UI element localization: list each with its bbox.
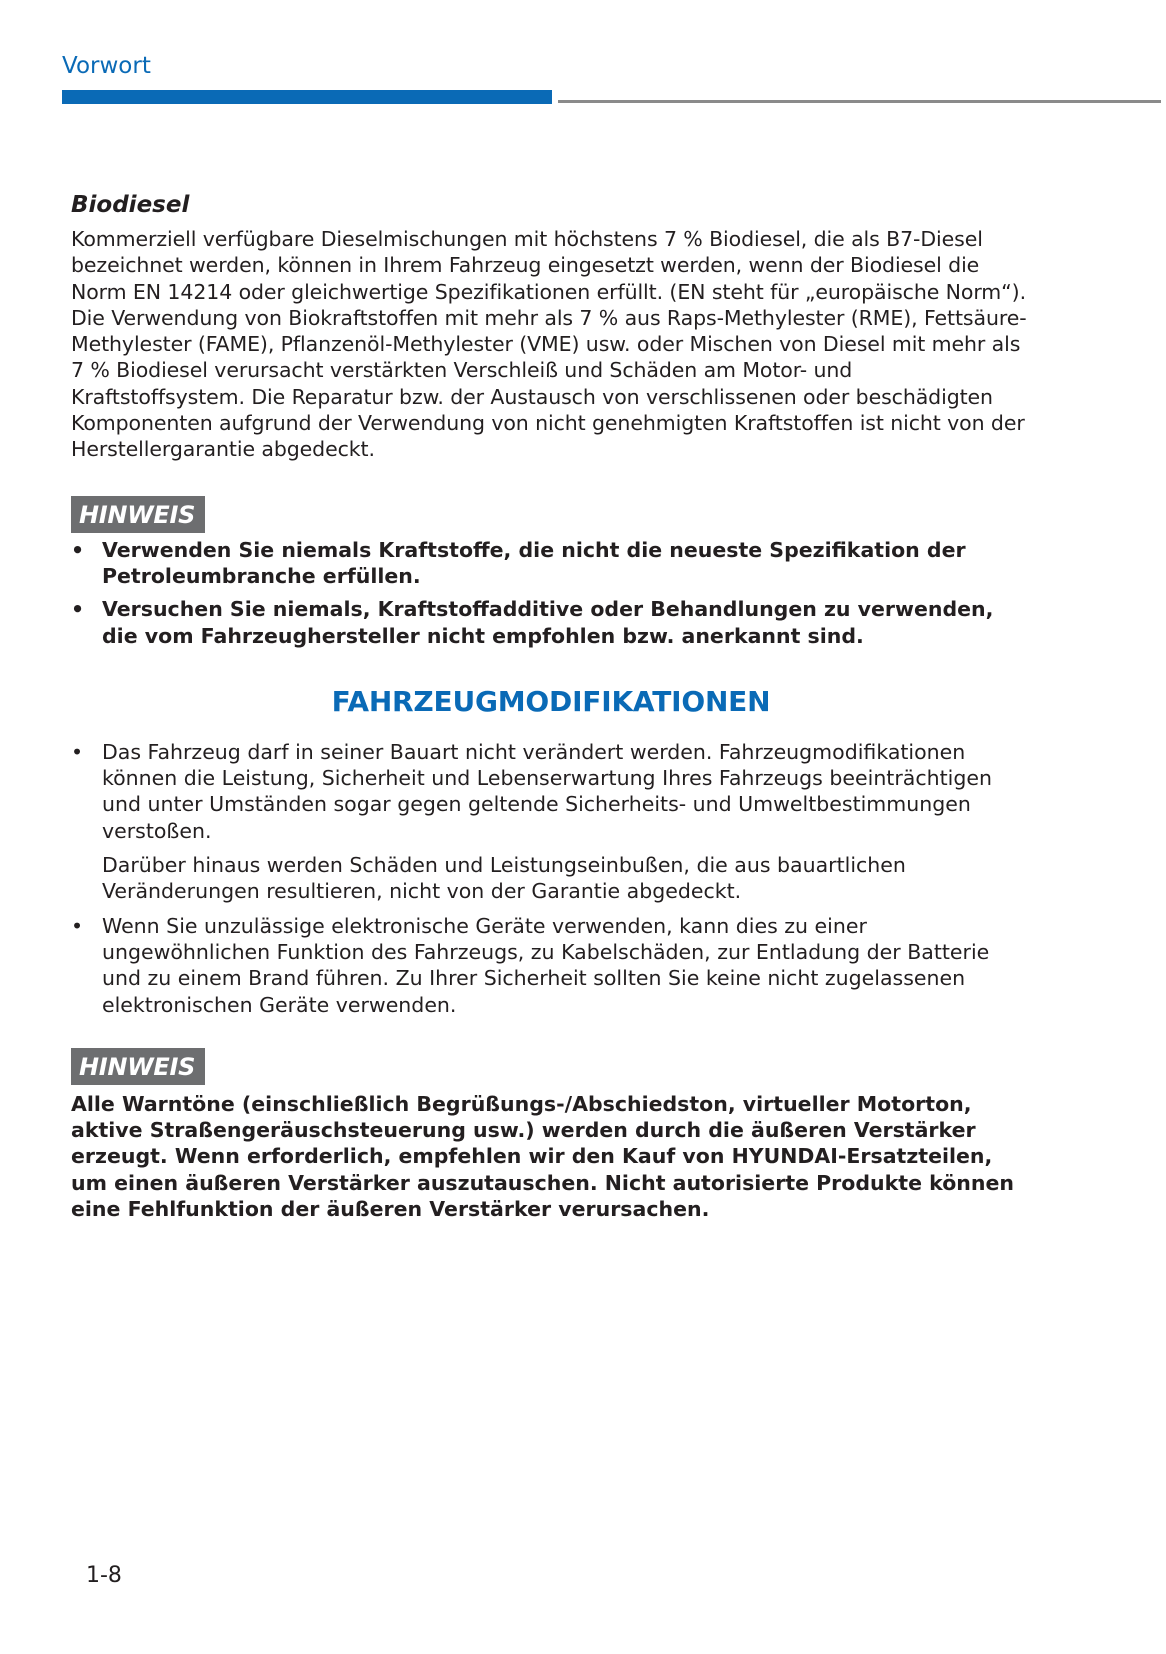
note-text: Alle Warntöne (einschließlich Begrüßungs-/Abschiedston, virtueller Motorton, aktive Straßengeräuschsteuerung usw.) werden durch die äußeren Verstärker erzeugt. Wenn erforderlich, empfehlen wir den Kauf von HYUNDAI-Ersatzteilen, um einen äußeren Verstärker auszutauschen. Nicht autorisierte Produkte können eine Fehlfunktion der äußeren Verstärker verursachen. [71,1091,1014,1222]
page-number: 1-8 [86,1563,122,1588]
biodiesel-heading: Biodiesel [71,192,190,218]
note-badge: HINWEIS [71,496,205,533]
list-item-text: Das Fahrzeug darf in seiner Bauart nicht verändert werden. Fahrzeugmodifikationen können die Leistung, Sicherheit und Lebenserwartung Ihres Fahrzeugs beeinträchtigen und unter Umständen sogar gegen geltende Sicherheits- und Umweltbestimmungen verstoßen. [102,739,992,843]
list-item [71,913,1031,1018]
page-content [71,190,1031,1222]
header-rule [558,100,1161,103]
list-item-extra-text: Darüber hinaus werden Schäden und Leistungseinbußen, die aus bauartlichen Veränderungen resultieren, nicht von der Garantie abgedeckt. [102,853,906,904]
note-list [71,537,1031,649]
note-badge: HINWEIS [71,1048,205,1085]
section-title: Vorwort [62,53,151,79]
bullet-icon: • [71,537,85,562]
biodiesel-paragraph: Kommerziell verfügbare Dieselmischungen mit höchstens 7 % Biodiesel, die als B7-Diesel bezeichnet werden, können in Ihrem Fahrzeug eingesetzt werden, wenn der Biodiesel die Norm EN 14214 oder gleichwertige Spezifikationen erfüllt. (EN steht für „europäische Norm“). Die Verwendung von Biokraftstoffen mit mehr als 7 % aus Raps-Methylester (RME), Fettsäure-Methylester (FAME), Pflanzenöl-Methylester (VME) usw. oder Mischen von Diesel mit mehr als 7 % Biodiesel verursacht verstärkten Verschleiß und Schäden am Motor- und Kraftstoffsystem. Die Reparatur bzw. der Austausch von verschlissenen oder beschädigten Komponenten aufgrund der Verwendung von nicht genehmigten Kraftstoffen ist nicht von der Herstellergarantie abgedeckt. [71,227,1027,462]
note-box [71,1048,1031,1222]
modifications-heading: FAHRZEUGMODIFIKATIONEN [331,684,771,718]
list-item [71,537,1031,590]
list-item-text: Verwenden Sie niemals Kraftstoffe, die nicht die neueste Spezifikation der Petroleumbranche erfüllen. [102,537,966,588]
list-item-text: Versuchen Sie niemals, Kraftstoffadditive oder Behandlungen zu verwenden, die vom Fahrzeughersteller nicht empfohlen bzw. anerkannt sind. [102,597,994,648]
header-accent-bar [62,90,552,104]
list-item [71,596,1031,649]
list-item [71,739,1031,905]
bullet-icon: • [71,739,84,764]
note-box [71,496,1031,649]
list-item-text: Wenn Sie unzulässige elektronische Geräte verwenden, kann dies zu einer ungewöhnlichen Funktion des Fahrzeugs, zu Kabelschäden, zur Entladung der Batterie und zu einem Brand führen. Zu Ihrer Sicherheit sollten Sie keine nicht zugelassenen elektronischen Geräte verwenden. [102,913,990,1017]
bullet-icon: • [71,597,85,622]
bullet-icon: • [71,913,84,938]
modifications-list [71,739,1031,1018]
